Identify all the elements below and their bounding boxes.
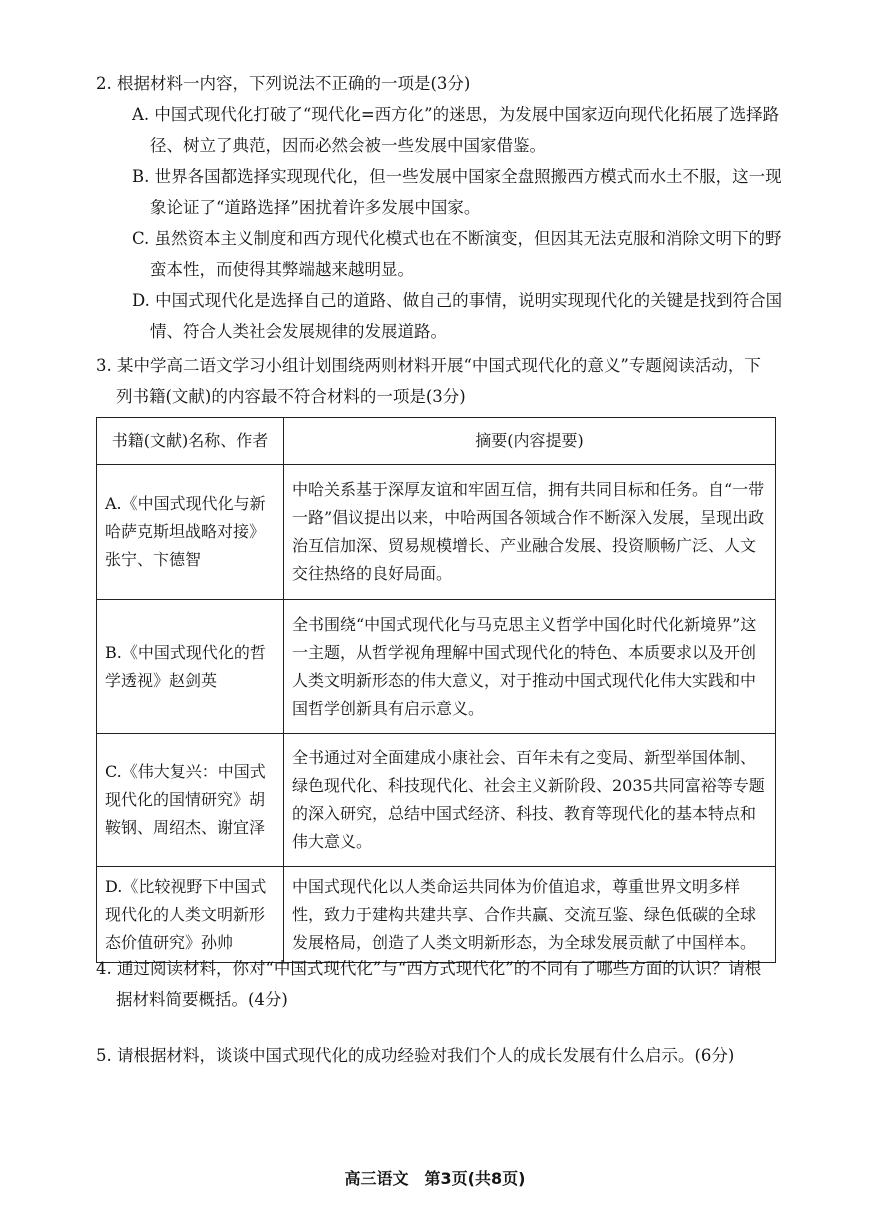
question-4-line2: 据材料简要概括。(4分): [116, 990, 288, 1009]
question-3: [98, 350, 798, 412]
table-header-book: 书籍(文献)名称、作者: [97, 418, 284, 465]
question-2-option-d: D. 中国式现代化是选择自己的道路、做自己的事情，说明实现现代化的关键是找到符合国情、符合人类社会发展规律的发展道路。: [132, 291, 783, 341]
book-table: [96, 417, 776, 963]
question-2-option-b: B. 世界各国都选择实现现代化，但一些发展中国家全盘照搬西方模式而水土不服，这一现象论证了“道路选择”困扰着许多发展中国家。: [132, 167, 782, 217]
book-cell-a: A.《中国式现代化与新哈萨克斯坦战略对接》张宁、卞德智: [97, 465, 284, 600]
page-footer: 高三语文 第3页(共8页): [344, 1169, 526, 1188]
table-row: [97, 600, 776, 734]
question-2: [98, 68, 788, 347]
summary-cell-b: 全书围绕“中国式现代化与马克思主义哲学中国化时代化新境界”这一主题，从哲学视角理解中国式现代化的特色、本质要求以及开创人类文明新形态的伟大意义，对于推动中国式现代化伟大实践和中国哲学创新具有启示意义。: [284, 600, 776, 734]
question-2-option-c: C. 虽然资本主义制度和西方现代化模式也在不断演变，但因其无法克服和消除文明下的野蛮本性，而使得其弊端越来越明显。: [132, 229, 782, 279]
table-row: [97, 465, 776, 600]
book-cell-d: D.《比较视野下中国式现代化的人类文明新形态价值研究》孙帅: [97, 867, 284, 963]
table-header-row: [97, 418, 776, 465]
summary-cell-d: 中国式现代化以人类命运共同体为价值追求，尊重世界文明多样性，致力于建构共建共享、合作共赢、交流互鉴、绿色低碳的全球发展格局，创造了人类文明新形态，为全球发展贡献了中国样本。: [284, 867, 776, 963]
question-2-stem: 2. 根据材料一内容，下列说法不正确的一项是(3分): [96, 74, 471, 93]
question-5: [98, 1040, 798, 1071]
book-cell-b: B.《中国式现代化的哲学透视》赵剑英: [97, 600, 284, 734]
summary-cell-a: 中哈关系基于深厚友谊和牢固互信，拥有共同目标和任务。自“一带一路”倡议提出以来，中哈两国各领域合作不断深入发展，呈现出政治互信加深、贸易规模增长、产业融合发展、投资顺畅广泛、人文交往热络的良好局面。: [284, 465, 776, 600]
question-3-stem-line1: 3. 某中学高二语文学习小组计划围绕两则材料开展“中国式现代化的意义”专题阅读活动，下: [96, 356, 761, 375]
table-row: [97, 867, 776, 963]
table-header-summary: 摘要(内容提要): [284, 418, 776, 465]
book-cell-c: C.《伟大复兴：中国式现代化的国情研究》胡鞍钢、周绍杰、谢宜泽: [97, 734, 284, 867]
summary-cell-c: 全书通过对全面建成小康社会、百年未有之变局、新型举国体制、绿色现代化、科技现代化、社会主义新阶段、2035共同富裕等专题的深入研究，总结中国式经济、科技、教育等现代化的基本特点和伟大意义。: [284, 734, 776, 867]
table-row: [97, 734, 776, 867]
question-4-line1: 4. 通过阅读材料，你对“中国式现代化”与“西方式现代化”的不同有了哪些方面的认识？请根: [96, 959, 762, 978]
question-5-text: 5. 请根据材料，谈谈中国式现代化的成功经验对我们个人的成长发展有什么启示。(6分): [96, 1046, 735, 1065]
question-4: [98, 953, 798, 1015]
question-3-stem-line2: 列书籍(文献)的内容最不符合材料的一项是(3分): [116, 387, 466, 406]
question-2-option-a: A. 中国式现代化打破了“现代化=西方化”的迷思，为发展中国家迈向现代化拓展了选择路径、树立了典范，因而必然会被一些发展中国家借鉴。: [132, 105, 780, 155]
